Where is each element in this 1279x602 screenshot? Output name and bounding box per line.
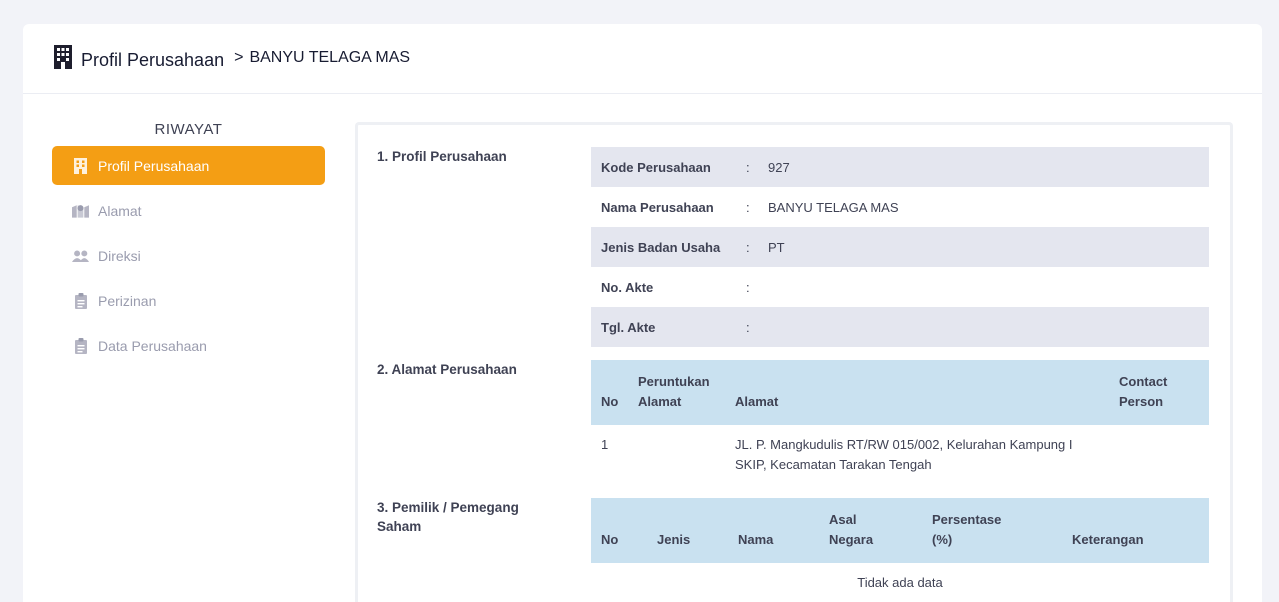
column-header-alamat: Alamat [735, 394, 779, 409]
sidebar-item-label: Alamat [98, 202, 142, 219]
sidebar-item-alamat[interactable] [52, 191, 325, 230]
field-value: 927 [768, 159, 790, 175]
building-icon [72, 158, 89, 174]
sidebar-item-label: Profil Perusahaan [98, 157, 210, 174]
column-header-asal-negara: Negara [829, 532, 874, 547]
column-header-keterangan: Keterangan [1072, 532, 1144, 547]
column-header-persentase: Persentase [932, 512, 1002, 527]
page-title: Profil Perusahaan [81, 50, 225, 70]
column-header-jenis: Jenis [657, 532, 691, 547]
sidebar-item-data-perusahaan[interactable] [52, 326, 325, 365]
sidebar-item-label: Data Perusahaan [98, 337, 207, 354]
empty-state-text: Tidak ada data [857, 575, 943, 590]
column-header-asal-negara: Asal [829, 512, 857, 527]
table-row [591, 227, 1209, 267]
sidebar [52, 120, 325, 371]
field-label: Jenis Badan Usaha [601, 239, 721, 255]
clipboard-icon [72, 338, 89, 354]
sidebar-item-profil-perusahaan[interactable] [52, 146, 325, 185]
table-row [591, 267, 1209, 307]
column-header-persentase: (%) [932, 532, 953, 547]
main-card [23, 24, 1262, 602]
sidebar-item-perizinan[interactable] [52, 281, 325, 320]
column-header-nama: Nama [738, 532, 774, 547]
users-icon [72, 248, 89, 264]
column-header-no: No [601, 394, 619, 409]
pemilik-table [591, 498, 1209, 602]
column-header-contact: Person [1119, 394, 1164, 409]
section-pemilik-label: 3. Pemilik / Pemegang [377, 500, 519, 515]
section-pemilik-label: Saham [377, 519, 422, 534]
building-icon [53, 45, 73, 69]
table-row [591, 307, 1209, 347]
field-colon: : [746, 319, 750, 335]
section-alamat-label: 2. Alamat Perusahaan [377, 362, 517, 377]
table-header [591, 498, 1209, 563]
cell-alamat: JL. P. Mangkudulis RT/RW 015/002, Kelurahan Kampung I [735, 437, 1073, 452]
field-label: Kode Perusahaan [601, 159, 711, 175]
section-profil-label: 1. Profil Perusahaan [377, 149, 507, 164]
field-colon: : [746, 239, 750, 255]
empty-row [591, 563, 1209, 602]
alamat-table [591, 360, 1209, 497]
table-header [591, 360, 1209, 425]
cell-alamat: SKIP, Kecamatan Tarakan Tengah [735, 457, 932, 472]
sidebar-item-label: Perizinan [98, 292, 157, 309]
breadcrumb-separator: > [234, 48, 244, 66]
field-value: BANYU TELAGA MAS [768, 199, 899, 215]
column-header-peruntukan: Peruntukan [638, 374, 710, 389]
column-header-contact: Contact [1119, 374, 1168, 389]
sidebar-item-direksi[interactable] [52, 236, 325, 275]
column-header-peruntukan: Alamat [638, 394, 682, 409]
table-row [591, 425, 1209, 497]
profil-table [591, 147, 1209, 347]
page-header [23, 24, 1262, 94]
field-label: Nama Perusahaan [601, 199, 714, 215]
field-colon: : [746, 199, 750, 215]
field-label: No. Akte [601, 279, 654, 295]
sidebar-title: RIWAYAT [154, 121, 223, 138]
field-value: PT [768, 239, 785, 255]
cell-no: 1 [601, 437, 609, 452]
table-row [591, 147, 1209, 187]
field-colon: : [746, 279, 750, 295]
field-label: Tgl. Akte [601, 319, 656, 335]
clipboard-icon [72, 293, 89, 309]
field-colon: : [746, 159, 750, 175]
column-header-no: No [601, 532, 619, 547]
content-panel [355, 122, 1233, 602]
breadcrumb-company: BANYU TELAGA MAS [249, 48, 411, 66]
map-icon [72, 203, 89, 219]
table-row [591, 187, 1209, 227]
sidebar-item-label: Direksi [98, 247, 141, 264]
